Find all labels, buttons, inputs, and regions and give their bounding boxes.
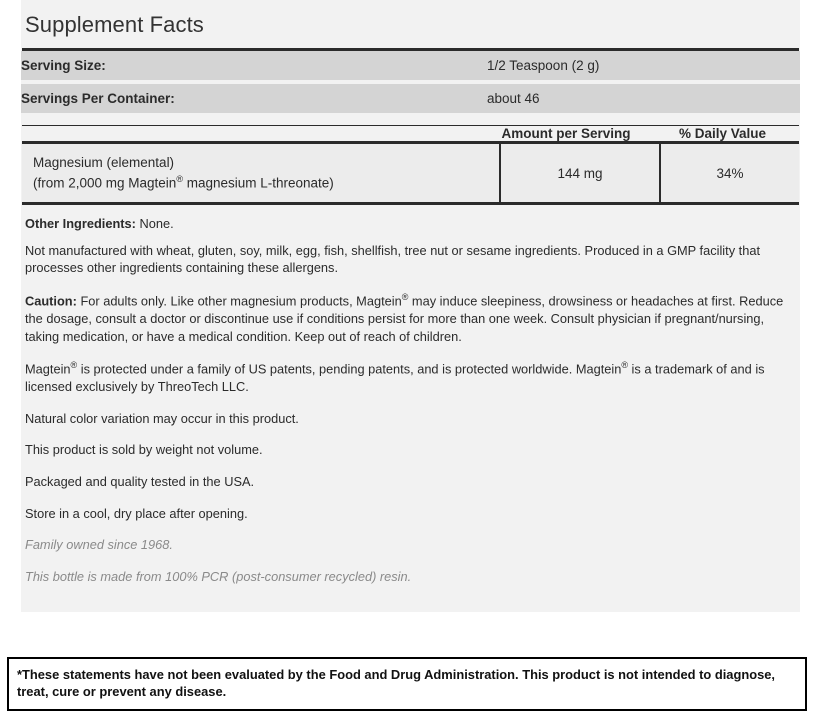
page-title: Supplement Facts [25,12,204,37]
nutrient-name-line2 [33,173,499,193]
nutrient-source-prefix: (from 2,000 mg Magtein [33,175,177,191]
storage-paragraph: Store in a cool, dry place after opening. [25,505,248,521]
sold-by-weight-paragraph: This product is sold by weight not volume. [25,442,263,458]
panel-bottom-padding [21,586,800,612]
serving-size-row [21,51,800,80]
caution-label: Caution: [25,293,77,309]
table-row [22,144,799,202]
servings-per-container-row [21,84,800,113]
trademark-part1: Magtein [25,361,71,377]
family-owned-paragraph: Family owned since 1968. [25,537,173,553]
fda-disclaimer: *These statements have not been evaluated by the Food and Drug Administration. This product is not intended to diagnose, treat, cure or prevent any disease. [7,657,807,711]
caution-text-part1: For adults only. Like other magnesium products, Magtein [76,293,402,309]
column-header-amount: Amount per Serving [501,126,631,141]
nutrient-name [22,153,499,193]
serving-size-value: 1/2 Teaspoon (2 g) [487,51,800,80]
column-header-table [21,126,800,141]
nutrient-name-line1: Magnesium (elemental) [33,155,175,171]
column-header-spacer [21,126,487,141]
other-ingredients-value: None. [135,216,174,231]
trademark-paragraph [21,359,800,396]
nutrient-daily-value: 34% [659,144,799,202]
registered-mark-icon: ® [401,291,409,302]
servings-per-container-label: Servings Per Container: [21,84,487,113]
trademark-part3: is a trademark of and is licensed exclusively by ThreoTech LLC. [25,361,765,395]
servings-per-container-value: about 46 [487,84,800,113]
column-header-row [21,126,800,141]
nutrient-amount: 144 mg [499,144,659,202]
nutrient-table [22,144,799,202]
nutrient-source-suffix: magnesium L-threonate) [182,175,334,191]
caution-text-part2: may induce sleepiness, drowsiness or headaches at first. Reduce the dosage, consult a doctor or discontinue use if conditions persist for more than one week. Consult physician if pregnant/nursing, taking medication, or have a medical condition. Keep out of reach of children. [25,293,784,344]
column-header-daily-value: % Daily Value [678,126,767,141]
bottle-recycled-paragraph: This bottle is made from 100% PCR (post-consumer recycled) resin. [25,569,412,585]
color-variation-paragraph: Natural color variation may occur in this product. [25,410,299,426]
divider-below-nutrients [22,202,799,205]
supplement-facts-panel [21,0,800,612]
registered-mark-icon: ® [621,360,628,371]
other-ingredients-paragraph [21,215,800,233]
packaged-paragraph: Packaged and quality tested in the USA. [25,474,255,490]
registered-mark-icon: ® [176,173,183,184]
serving-size-label: Serving Size: [21,51,487,80]
registered-mark-icon: ® [70,360,78,371]
allergen-paragraph: Not manufactured with wheat, gluten, soy, milk, egg, fish, shellfish, tree nut or sesame ingredients. Produced in a GMP facility that processes other ingredients containing these allergens. [25,242,760,276]
caution-paragraph [21,291,800,345]
other-ingredients-label: Other Ingredients: [25,216,136,231]
trademark-part2: is protected under a family of US patents, pending patents, and is protected worldwide. Magtein [77,361,622,377]
serving-info-table [21,51,800,113]
